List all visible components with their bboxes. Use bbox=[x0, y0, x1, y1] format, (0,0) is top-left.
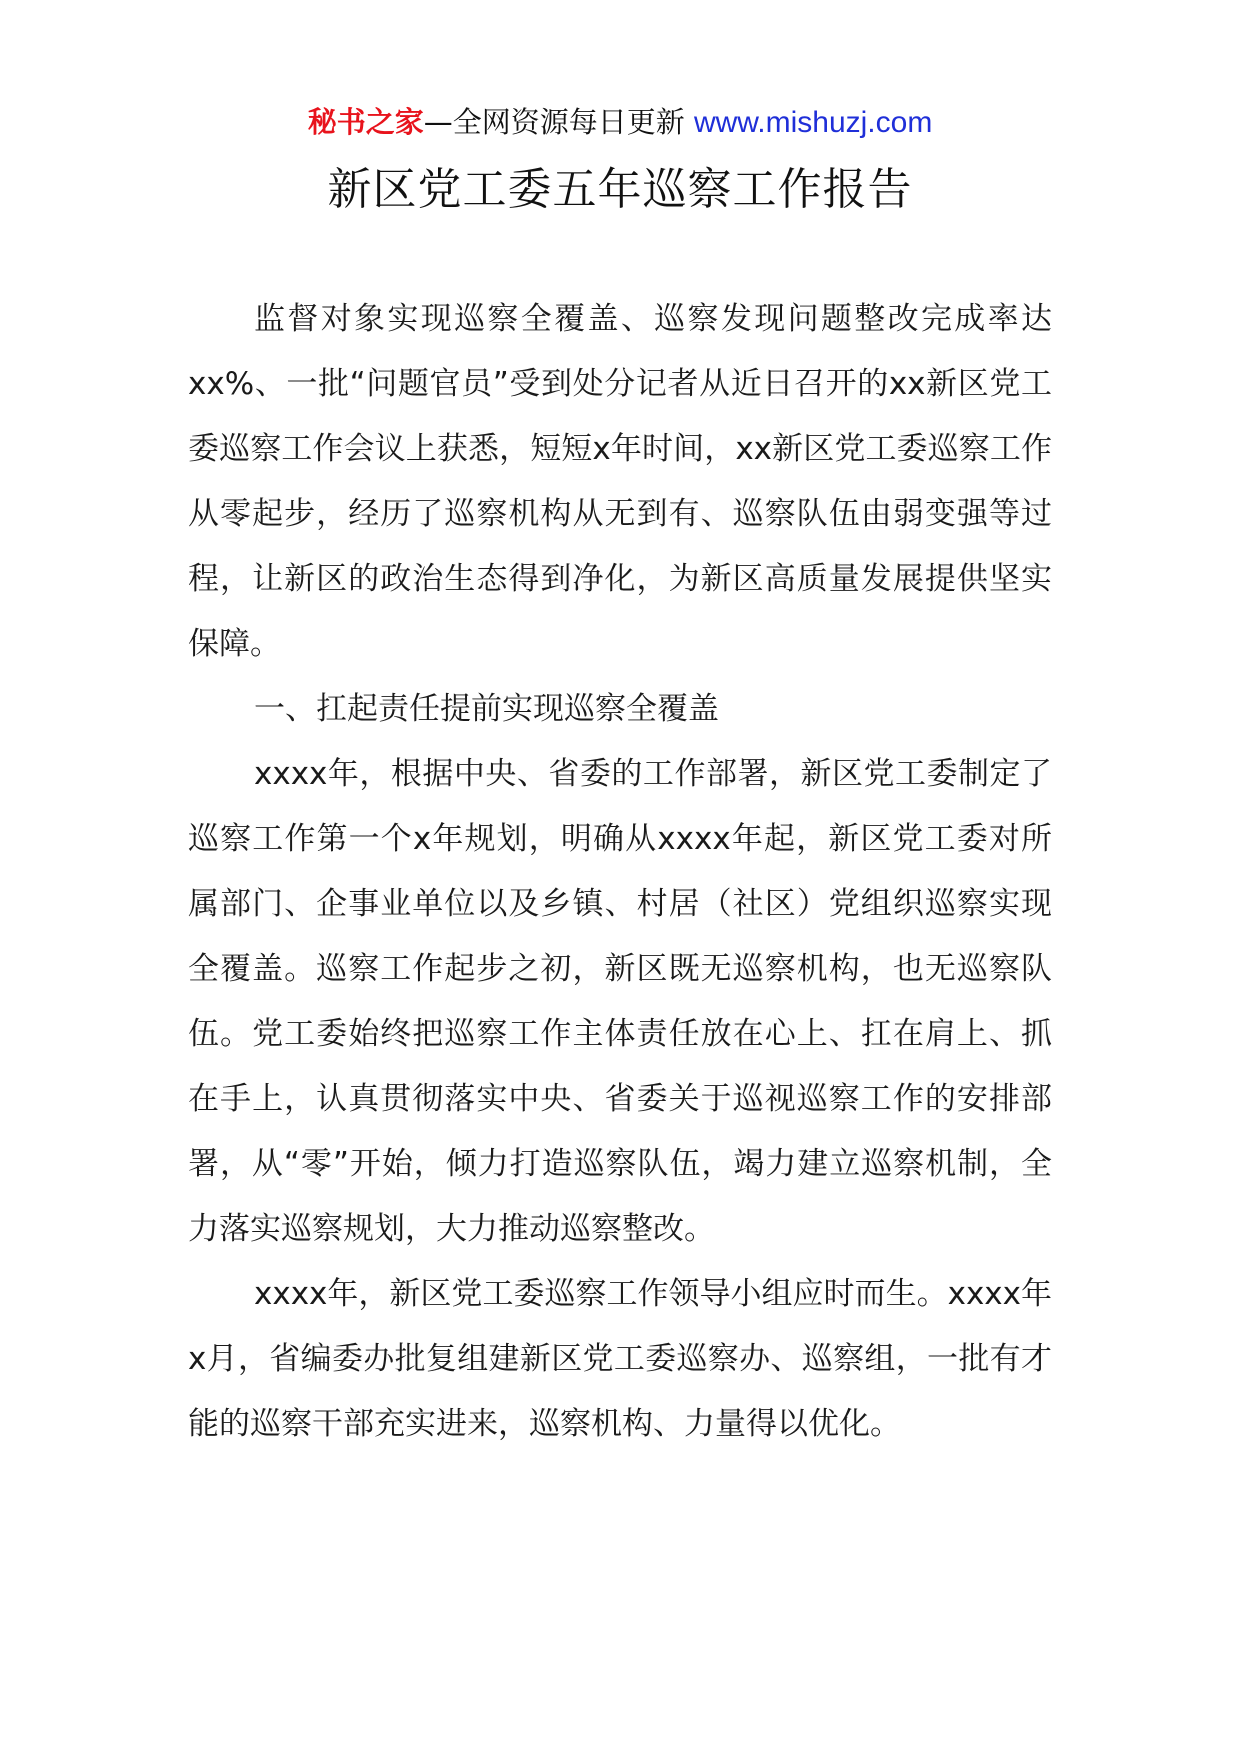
paragraph-intro: 监督对象实现巡察全覆盖、巡察发现问题整改完成率达xx%、一批“问题官员”受到处分记者从近日召开的xx新区党工委巡察工作会议上获悉，短短x年时间，xx新区党工委巡察工作从零起步，经历了巡察机构从无到有、巡察队伍由弱变强等过程，让新区的政治生态得到净化，为新区高质量发展提供坚实保障。 bbox=[188, 301, 1052, 662]
header-slogan: —全网资源每日更新 bbox=[423, 105, 685, 139]
paragraph-coverage: xxxx年，根据中央、省委的工作部署，新区党工委制定了巡察工作第一个x年规划，明确从xxxx年起，新区党工委对所属部门、企事业单位以及乡镇、村居（社区）党组织巡察实现全覆盖。巡察工作起步之初，新区既无巡察机构，也无巡察队伍。党工委始终把巡察工作主体责任放在心上、扛在肩上、抓在手上，认真贯彻落实中央、省委关于巡视巡察工作的安排部署，从“零”开始，倾力打造巡察队伍，竭力建立巡察机制，全力落实巡察规划，大力推动巡察整改。 bbox=[188, 756, 1052, 1247]
paragraph-organization: xxxx年，新区党工委巡察工作领导小组应时而生。xxxx年x月，省编委办批复组建新区党工委巡察办、巡察组，一批有才能的巡察干部充实进来，巡察机构、力量得以优化。 bbox=[188, 1276, 1052, 1442]
site-header bbox=[0, 102, 1240, 143]
document-title: 新区党工委五年巡察工作报告 bbox=[327, 164, 913, 215]
section-heading: 一、扛起责任提前实现巡察全覆盖 bbox=[254, 691, 719, 727]
document-body bbox=[188, 287, 1052, 1457]
site-url-link[interactable]: www.mishuzj.com bbox=[693, 106, 933, 139]
brand-name: 秘书之家 bbox=[307, 105, 424, 139]
